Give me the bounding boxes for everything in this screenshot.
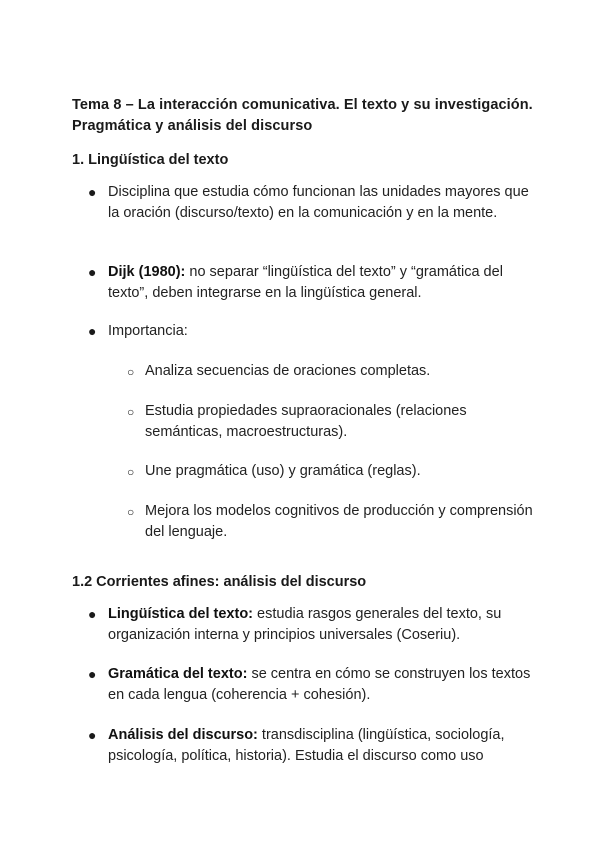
list-item-linguistica-del-texto (108, 604, 538, 645)
bullet-circle-icon: ○ (127, 465, 135, 479)
list-item-text: estudia rasgos generales del texto, su organización interna y principios universales (Coseriu). (108, 606, 502, 643)
list-item-text: transdisciplina (lingüística, sociología, psicología, política, historia). Estudia el discurso como uso (108, 727, 505, 764)
list-item-importancia (108, 321, 538, 342)
sublist-item-une: Une pragmática (uso) y gramática (reglas). (145, 463, 421, 479)
list-item-dijk (108, 262, 538, 303)
bullet-dot-icon: ● (88, 264, 97, 280)
section-heading-corrientes-afines: 1.2 Corrientes afines: análisis del discurso (72, 574, 367, 590)
bullet-circle-icon: ○ (127, 505, 135, 519)
bullet-circle-icon: ○ (127, 405, 135, 419)
bullet-dot-icon: ● (88, 606, 97, 622)
bullet-dot-icon: ● (88, 323, 97, 339)
list-item-bold-label: Lingüística del texto: (108, 606, 254, 622)
sublist-item-estudia: Estudia propiedades supraoracionales (relaciones semánticas, macroestructuras). (145, 403, 467, 440)
list-item-text: se centra en cómo se construyen los textos en cada lengua (coherencia + cohesión). (108, 666, 531, 703)
sublist-item-analiza: Analiza secuencias de oraciones completas. (145, 363, 431, 379)
list-item-bold-label: Gramática del texto: (108, 666, 248, 682)
list-item-text: Disciplina que estudia cómo funcionan las unidades mayores que la oración (discurso/texto) en la comunicación y en la mente. (108, 184, 529, 221)
bullet-circle-icon: ○ (127, 365, 135, 379)
bullet-dot-icon: ● (88, 727, 97, 743)
list-item-analisis-del-discurso (108, 725, 538, 766)
list-item-disciplina (108, 182, 538, 223)
list-item-text: Importancia: (108, 323, 188, 339)
document-title: Tema 8 – La interacción comunicativa. El texto y su investigación. Pragmática y análisis del discurso (72, 97, 533, 134)
bullet-dot-icon: ● (88, 184, 97, 200)
list-item-bold-label: Dijk (1980): (108, 264, 186, 280)
list-item-gramatica-del-texto (108, 664, 538, 705)
list-item-bold-label: Análisis del discurso: (108, 727, 258, 743)
section-heading-linguistica-del-texto: 1. Lingüística del texto (72, 152, 229, 168)
sublist-item-mejora: Mejora los modelos cognitivos de producción y comprensión del lenguaje. (145, 503, 533, 540)
list-item-text: no separar “lingüística del texto” y “gramática del texto”, deben integrarse en la lingüística general. (108, 264, 503, 301)
bullet-dot-icon: ● (88, 666, 97, 682)
